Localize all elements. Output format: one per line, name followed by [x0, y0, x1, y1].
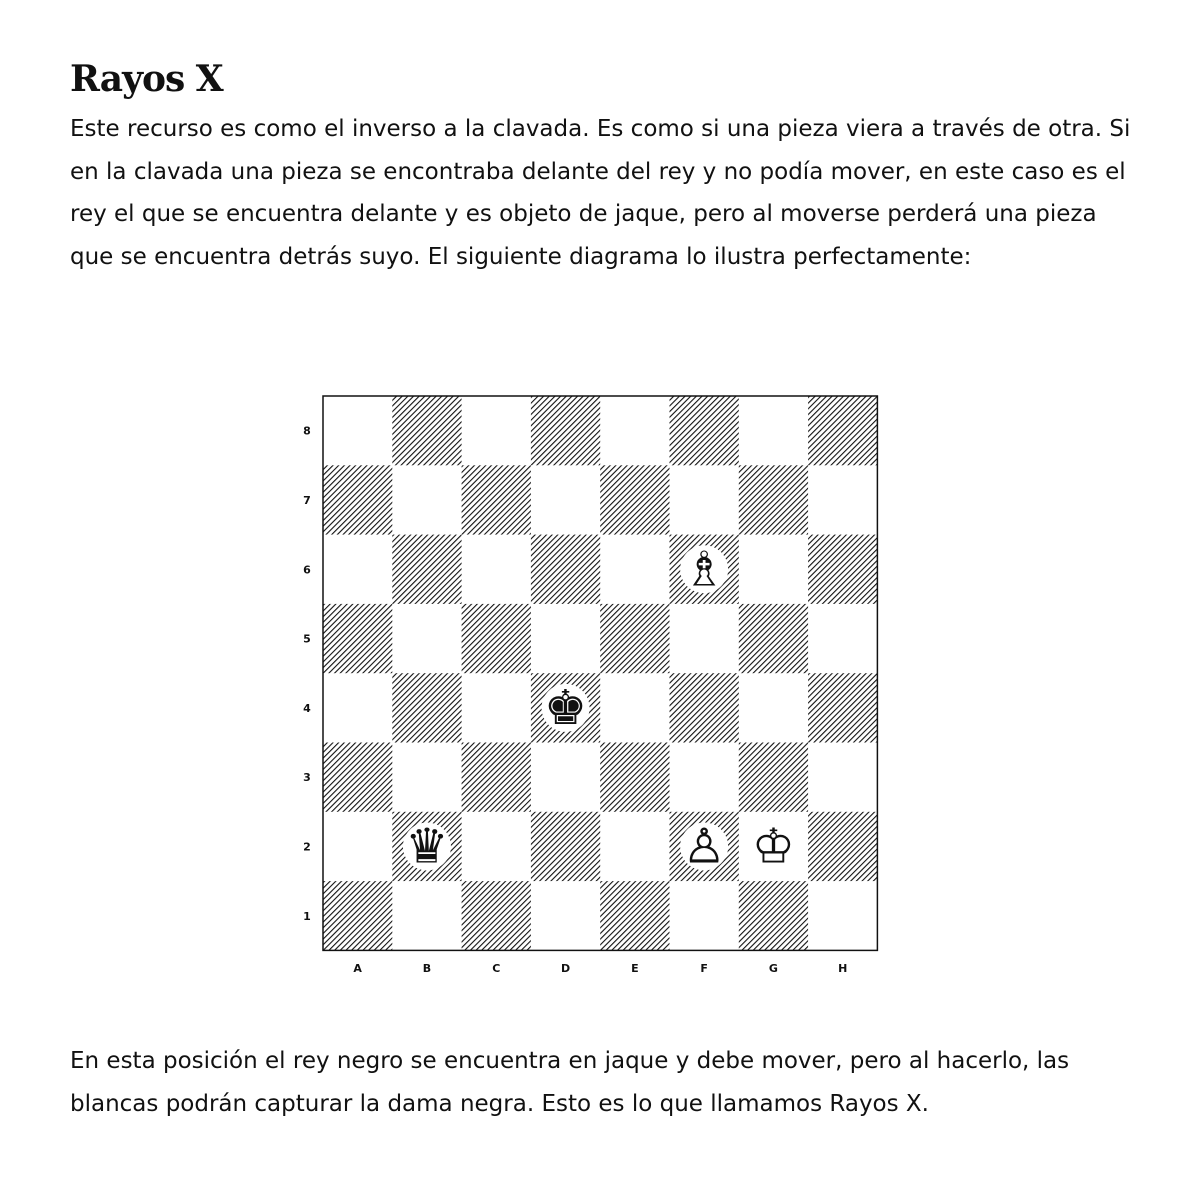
square-e1 — [600, 881, 670, 951]
square-d1 — [531, 881, 601, 951]
square-e3 — [600, 743, 670, 813]
file-label: E — [631, 962, 639, 975]
file-label: C — [492, 962, 501, 975]
intro-paragraph: Este recurso es como el inverso a la clavada. Es como si una pieza viera a través de otra. Si en la clavada una pieza se encontraba delante del rey y no podía mover, en este caso es el rey el que se encuentra delante y es objeto de jaque, pero al moverse perderá una pieza que se encuentra detrás suyo. El siguiente diagrama lo ilustra perfectamente: — [70, 116, 1131, 270]
file-label: D — [560, 962, 571, 975]
square-c2 — [462, 812, 532, 882]
square-g1 — [739, 881, 809, 951]
square-c1 — [462, 881, 532, 951]
square-a2 — [323, 812, 393, 882]
rank-label: 3 — [303, 771, 311, 785]
white-pawn-icon — [680, 818, 728, 874]
square-c5 — [462, 604, 532, 674]
file-label: B — [422, 962, 432, 975]
file-label: A — [353, 962, 362, 975]
square-a6 — [323, 535, 393, 605]
black-queen-icon — [403, 818, 451, 874]
square-a5 — [323, 604, 393, 674]
square-e7 — [600, 465, 670, 535]
square-g8 — [739, 396, 809, 466]
square-e5 — [600, 604, 670, 674]
square-b8 — [392, 396, 462, 466]
svg-text:♛: ♛ — [405, 818, 449, 875]
file-label: F — [700, 962, 708, 975]
square-d3 — [531, 743, 601, 813]
square-h7 — [808, 465, 878, 535]
svg-text:♚: ♚ — [544, 679, 588, 736]
file-label: H — [838, 962, 848, 975]
square-d8 — [531, 396, 601, 466]
square-f8 — [670, 396, 740, 466]
square-e6 — [600, 535, 670, 605]
square-d6 — [531, 535, 601, 605]
square-a8 — [323, 396, 393, 466]
square-h2 — [808, 812, 878, 882]
square-h5 — [808, 604, 878, 674]
square-f3 — [670, 743, 740, 813]
square-b3 — [392, 743, 462, 813]
square-b7 — [392, 465, 462, 535]
square-d2 — [531, 812, 601, 882]
white-bishop-icon — [680, 541, 728, 597]
square-c4 — [462, 673, 532, 743]
square-h3 — [808, 743, 878, 813]
rank-label: 5 — [303, 632, 311, 646]
rank-label: 6 — [303, 563, 311, 577]
file-labels — [353, 962, 847, 975]
square-h6 — [808, 535, 878, 605]
square-a4 — [323, 673, 393, 743]
file-label: G — [768, 962, 778, 975]
svg-text:♔: ♔ — [751, 818, 795, 875]
square-a1 — [323, 881, 393, 951]
square-f7 — [670, 465, 740, 535]
square-g5 — [739, 604, 809, 674]
square-g4 — [739, 673, 809, 743]
rank-label: 1 — [303, 909, 311, 923]
square-a3 — [323, 743, 393, 813]
square-f5 — [670, 604, 740, 674]
square-e8 — [600, 396, 670, 466]
square-b1 — [392, 881, 462, 951]
rank-label: 7 — [303, 493, 311, 507]
square-c3 — [462, 743, 532, 813]
square-c8 — [462, 396, 532, 466]
square-e2 — [600, 812, 670, 882]
white-king-icon — [749, 818, 797, 874]
square-d5 — [531, 604, 601, 674]
square-g3 — [739, 743, 809, 813]
square-b5 — [392, 604, 462, 674]
svg-text:♙: ♙ — [682, 818, 726, 875]
square-c6 — [462, 535, 532, 605]
square-d7 — [531, 465, 601, 535]
square-f1 — [670, 881, 740, 951]
square-c7 — [462, 465, 532, 535]
square-g6 — [739, 535, 809, 605]
square-b6 — [392, 535, 462, 605]
square-h4 — [808, 673, 878, 743]
square-h1 — [808, 881, 878, 951]
square-b4 — [392, 673, 462, 743]
square-g7 — [739, 465, 809, 535]
square-f4 — [670, 673, 740, 743]
rank-label: 4 — [303, 701, 311, 715]
page-title: Rayos X — [70, 58, 223, 100]
svg-text:♗: ♗ — [682, 541, 726, 598]
rank-label: 2 — [303, 840, 311, 854]
rank-labels — [303, 425, 311, 923]
rank-label: 8 — [303, 424, 311, 438]
square-e4 — [600, 673, 670, 743]
square-h8 — [808, 396, 878, 466]
black-king-icon — [542, 680, 590, 736]
square-a7 — [323, 465, 393, 535]
conclusion-paragraph: En esta posición el rey negro se encuentra en jaque y debe mover, pero al hacerlo, las blancas podrán capturar la dama negra. Esto es lo que llamamos Rayos X. — [70, 1048, 1070, 1117]
